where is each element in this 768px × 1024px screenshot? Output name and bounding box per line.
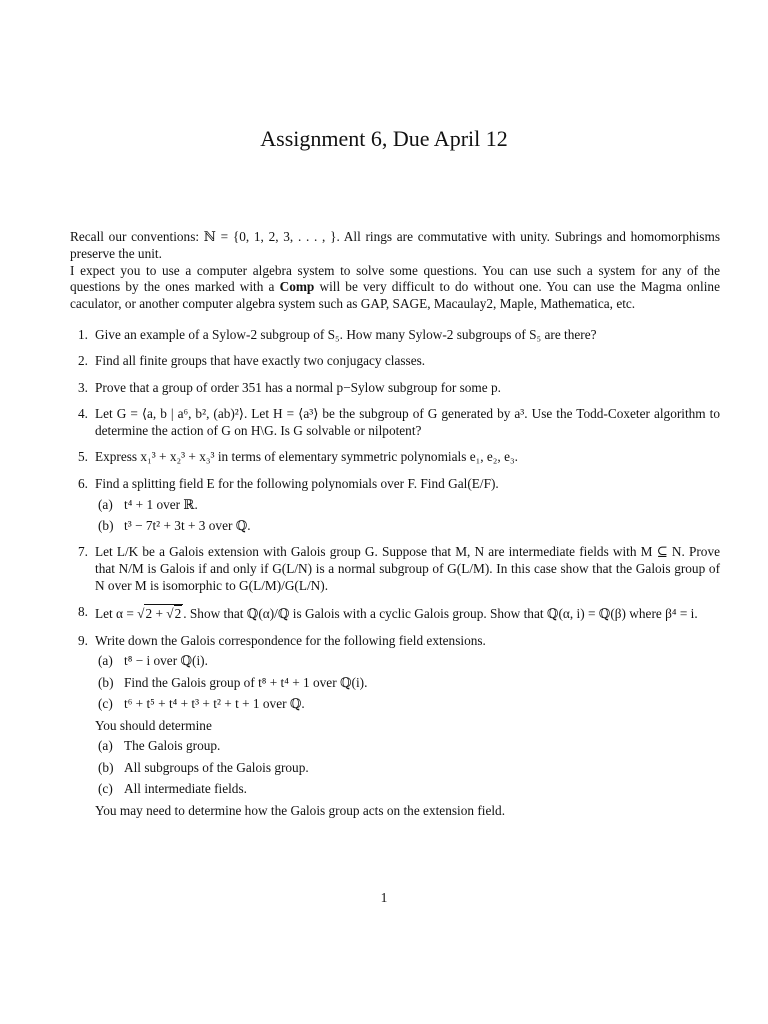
- determine-item: [95, 760, 720, 777]
- conventions-paragraph: Recall our conventions: ℕ = {0, 1, 2, 3, . . . , }. All rings are commutative with unity. Subrings and homomorphisms preserve the unit.: [70, 229, 720, 261]
- subpart-text: t⁸ − i over ℚ(i).: [124, 653, 208, 669]
- subpart-list: [95, 653, 720, 713]
- problem-number: 5.: [78, 449, 88, 465]
- subpart-label: (c): [98, 696, 113, 712]
- subpart-text: t³ − 7t² + 3t + 3 over ℚ.: [124, 517, 251, 533]
- page-title: Assignment 6, Due April 12: [260, 126, 508, 151]
- problem-number: 4.: [78, 406, 88, 422]
- page-number: 1: [380, 890, 388, 905]
- problem-text: Find all finite groups that have exactly two conjugacy classes.: [95, 353, 426, 369]
- problem-number: 7.: [78, 544, 88, 560]
- sqrt-inner-radicand: 2: [174, 606, 182, 622]
- problem-text: Find a splitting field E for the following polynomials over F. Find Gal(E/F).: [95, 475, 499, 491]
- problem-item: [70, 353, 720, 370]
- subpart-item: [95, 518, 720, 535]
- subpart-label: (a): [98, 653, 113, 669]
- sqrt-outer-term: 2 +: [145, 606, 167, 622]
- problem-item: [70, 633, 720, 820]
- determine-intro: You should determine: [95, 717, 212, 733]
- problem-text: Write down the Galois correspondence for the following field extensions.: [95, 632, 486, 648]
- determine-label: (a): [98, 738, 113, 754]
- instructions-text-a: I expect you to use a computer algebra system to solve some questions. You can use such a system for any of the questions by the ones marked with a: [70, 262, 720, 295]
- determine-list: [95, 738, 720, 798]
- problem-item: [70, 604, 720, 623]
- determine-label: (c): [98, 781, 113, 797]
- problem-number: 6.: [78, 475, 88, 491]
- problem-item: [70, 449, 720, 466]
- problem-number: 9.: [78, 632, 88, 648]
- subpart-label: (b): [98, 674, 114, 690]
- instructions-text-b: will be very difficult to do without one. You can use the Magma online caculator, or another computer algebra system such as GAP, SAGE, Macaulay2, Maple, Mathematica, etc.: [70, 279, 720, 312]
- problem-text: Prove that a group of order 351 has a normal p−Sylow subgroup for some p.: [95, 379, 501, 395]
- sqrt-symbol: √: [137, 606, 145, 622]
- problem-number: 3.: [78, 379, 88, 395]
- sqrt-radicand: [144, 604, 183, 621]
- problem-item: [70, 327, 720, 344]
- problem-text: Let G = ⟨a, b | a⁶, b², (ab)²⟩. Let H = ⟨a³⟩ be the subgroup of G generated by a³. Use the Todd-Coxeter algorithm to determine the action of G on H\G. Is G solvable or nilpotent?: [95, 406, 720, 438]
- sqrt-symbol-inner: √: [166, 606, 174, 622]
- problem-text: Express x₁³ + x₂³ + x₃³ in terms of elementary symmetric polynomials e₁, e₂, e₃.: [95, 449, 518, 465]
- comp-keyword: Comp: [279, 279, 315, 295]
- problem-number: 8.: [78, 604, 88, 620]
- problem-number: 2.: [78, 353, 88, 369]
- subpart-text: Find the Galois group of t⁸ + t⁴ + 1 over ℚ(i).: [124, 674, 368, 690]
- subpart-item: [95, 696, 720, 713]
- subpart-label: (a): [98, 496, 113, 512]
- subpart-list: [95, 497, 720, 535]
- determine-text: All subgroups of the Galois group.: [124, 759, 309, 775]
- document-body: [70, 229, 720, 829]
- problem-text-b: . Show that ℚ(α)/ℚ is Galois with a cyclic Galois group. Show that ℚ(α, i) = ℚ(β) where β⁴ = i.: [183, 606, 698, 622]
- determine-item: [95, 781, 720, 798]
- subpart-label: (b): [98, 517, 114, 533]
- problem-text-a: Let α =: [95, 606, 138, 622]
- determine-item: [95, 738, 720, 755]
- subpart-item: [95, 497, 720, 514]
- subpart-item: [95, 653, 720, 670]
- subpart-item: [95, 675, 720, 692]
- problem-item: [70, 476, 720, 535]
- instructions-paragraph: [70, 263, 720, 313]
- determine-text: The Galois group.: [124, 738, 221, 754]
- determine-text: All intermediate fields.: [124, 781, 247, 797]
- subpart-text: t⁴ + 1 over ℝ.: [124, 496, 198, 512]
- problem-text: Give an example of a Sylow-2 subgroup of S₅. How many Sylow-2 subgroups of S₅ are there?: [95, 326, 597, 342]
- problem-item: [70, 380, 720, 397]
- subpart-text: t⁶ + t⁵ + t⁴ + t³ + t² + t + 1 over ℚ.: [124, 696, 305, 712]
- determine-label: (b): [98, 759, 114, 775]
- problem-text: Let L/K be a Galois extension with Galois group G. Suppose that M, N are intermediate fields with M ⊆ N. Prove that N/M is Galois if and only if G(L/N) is a normal subgroup of G(L/M). In this case show that the Galois group of N over M is isomorphic to G(L/M)/G(L/N).: [95, 544, 720, 593]
- problem-item: [70, 406, 720, 440]
- problem-item: [70, 544, 720, 594]
- closing-note: You may need to determine how the Galois group acts on the extension field.: [95, 802, 506, 818]
- problem-number: 1.: [78, 326, 88, 342]
- problem-list: [70, 327, 720, 819]
